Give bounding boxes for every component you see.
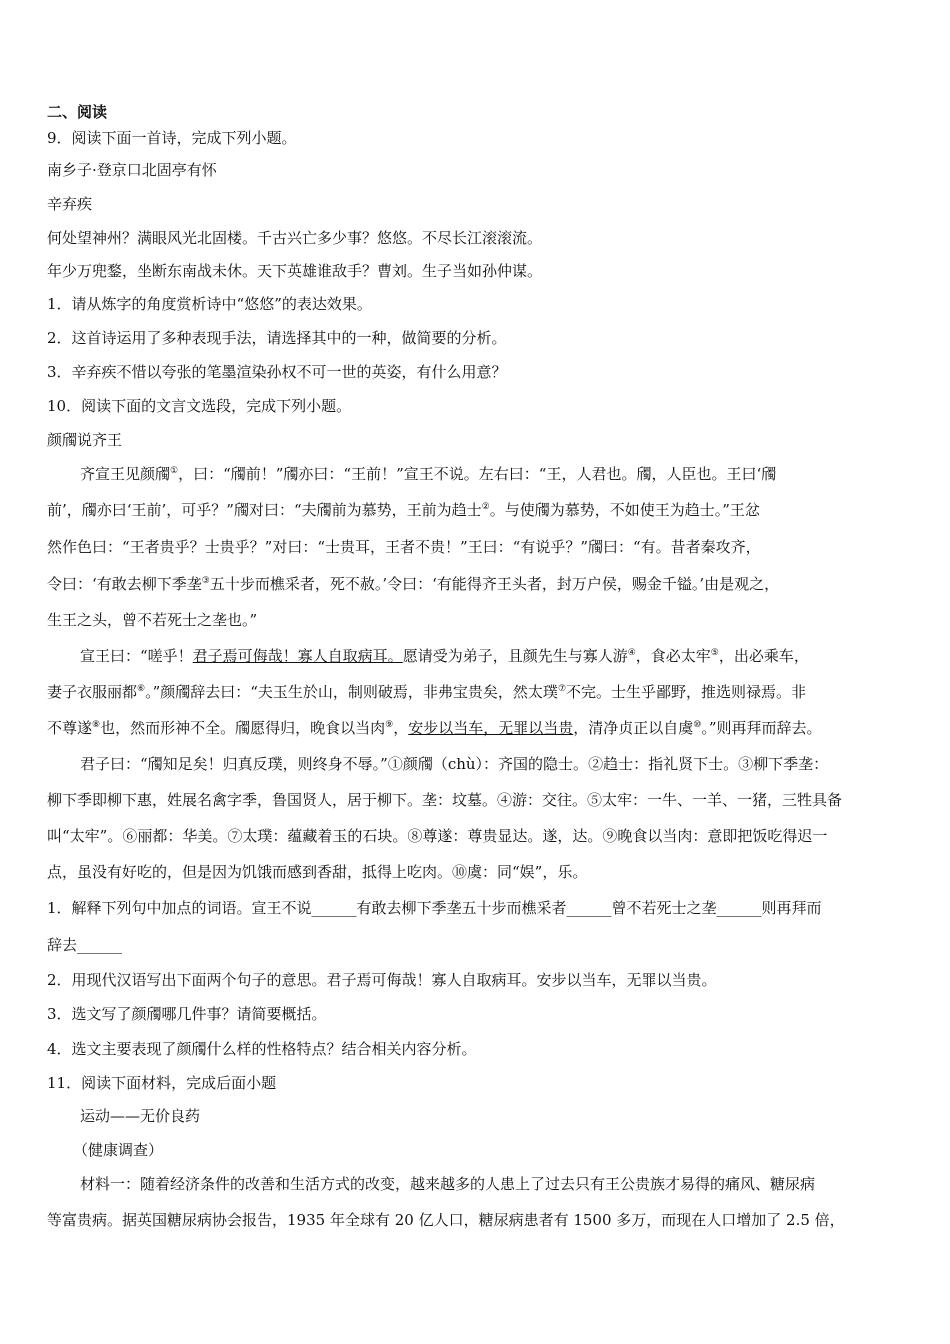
passage-p3-line-3: 叫“太牢”。⑥丽都：华美。⑦太璞：蕴藏着玉的石块。⑧尊遂：尊贵显达。遂，达。⑨晚食以当肉：意即把饭吃得迟一 <box>47 827 828 845</box>
passage-p1-line-4: 令曰：‘有敢去柳下季垄③五十步而樵采者，死不赦。’令曰：‘有能得齐王头者，封万户侯，赐金千镒。’由是观之， <box>47 575 780 593</box>
material-subtitle: （健康调查） <box>73 1141 164 1159</box>
q10-sub-4: 4．选文主要表现了颜斶什么样的性格特点？结合相关内容分析。 <box>47 1040 477 1058</box>
q10-sub-2: 2．用现代汉语写出下面两个句子的意思。君子焉可侮哉！寡人自取病耳。安步以当车，无罪以当贵。 <box>47 971 717 989</box>
footnote-mark: ① <box>170 466 179 476</box>
poem-line-2: 年少万兜鍪，坐断东南战未休。天下英雄谁敌手？曹刘。生子当如孙仲谋。 <box>47 262 543 280</box>
q9-prompt: 9．阅读下面一首诗，完成下列小题。 <box>47 129 297 147</box>
footnote-mark: ⑧ <box>92 720 101 730</box>
passage-p2-line-3: 不尊遂⑧也，然而形神不全。斶愿得归，晚食以当肉⑨，安步以当车，无罪以当贵，清净贞正以自虞⑩。”则再拜而辞去。 <box>47 719 822 737</box>
poem-author: 辛弃疾 <box>47 195 93 213</box>
footnote-mark: ⑩ <box>693 720 702 730</box>
passage-p2-line-2: 妻子衣服丽都⑥。”颜斶辞去曰：“夫玉生於山，制则破焉，非弗宝贵矣，然太璞⑦不完。士生乎鄙野，推选则禄焉。非 <box>47 683 807 701</box>
q9-sub-2: 2．这首诗运用了多种表现手法，请选择其中的一种，做简要的分析。 <box>47 329 507 347</box>
q9-sub-1: 1．请从炼字的角度赏析诗中“悠悠”的表达效果。 <box>47 295 372 313</box>
passage-p1-line-1: 齐宣王见颜斶①，曰：“斶前！”斶亦曰：“王前！”宣王不说。左右曰：“王，人君也。斶，人臣也。王曰‘斶 <box>80 465 777 483</box>
section-title: 二、阅读 <box>47 103 108 121</box>
passage-p3-line-2: 柳下季即柳下惠，姓展名禽字季，鲁国贤人，居于柳下。垄：坟墓。④游：交往。⑤太牢：一牛、一羊、一猪，三牲具备 <box>47 791 843 809</box>
q10-prompt: 10．阅读下面的文言文选段，完成下列小题。 <box>47 397 352 415</box>
material-title: 运动——无价良药 <box>80 1107 201 1125</box>
poem-line-1: 何处望神州？满眼风光北固楼。千古兴亡多少事？悠悠。不尽长江滚滚流。 <box>47 229 543 247</box>
q9-sub-3: 3．辛弃疾不惜以夸张的笔墨渲染孙权不可一世的英姿，有什么用意？ <box>47 363 507 381</box>
passage-p2-line-1: 宣王曰：“嗟乎！君子焉可侮哉！寡人自取病耳。愿请受为弟子，且颜先生与寡人游④，食必太牢⑤，出必乘车， <box>80 647 809 665</box>
footnote-mark: ② <box>481 502 490 512</box>
footnote-mark: ③ <box>201 576 210 586</box>
footnote-mark: ⑤ <box>710 648 719 658</box>
q10-sub-1-line-1: 1．解释下列句中加点的词语。宣王不说______有敢去柳下季垄五十步而樵采者______曾不若死士之垄______则再拜而 <box>47 899 822 917</box>
material-1-line-2: 等富贵病。据英国糖尿病协会报告，1935 年全球有 20 亿人口，糖尿病患者有 1500 多万，而现在人口增加了 2.5 倍， <box>47 1211 845 1229</box>
passage-p1-line-3: 然作色曰：“王者贵乎？士贵乎？”对曰：“士贵耳，王者不贵！”王曰：“有说乎？”斶曰：“有。昔者秦攻齐， <box>47 538 761 556</box>
underlined-sentence: 君子焉可侮哉！寡人自取病耳。 <box>192 647 403 665</box>
footnote-mark: ④ <box>627 648 636 658</box>
footnote-mark: ⑥ <box>137 684 146 694</box>
q11-prompt: 11．阅读下面材料，完成后面小题 <box>47 1074 277 1092</box>
passage-p3-line-1: 君子曰：“斶知足矣！归真反璞，则终身不辱。”①颜斶（chù）：齐国的隐士。②趋士：指礼贤下士。③柳下季垄： <box>80 755 829 773</box>
footnote-mark: ⑦ <box>557 684 567 694</box>
passage-p3-line-4: 点，虽没有好吃的，但是因为饥饿而感到香甜，抵得上吃肉。⑩虞：同“娱”，乐。 <box>47 863 588 881</box>
passage-p1-line-2: 前’，斶亦曰‘王前’，可乎？”斶对曰：“夫斶前为慕势，王前为趋士②。与使斶为慕势，不如使王为趋士。”王忿 <box>47 501 760 519</box>
passage-p1-line-5: 生王之头，曾不若死士之垄也。” <box>47 611 258 629</box>
q10-sub-3: 3．选文写了颜斶哪几件事？请简要概括。 <box>47 1005 327 1023</box>
q10-sub-1-line-2: 辞去______ <box>47 936 123 954</box>
passage-title: 颜斶说齐王 <box>47 431 123 449</box>
material-1-line-1: 材料一：随着经济条件的改善和生活方式的改变，越来越多的人患上了过去只有王公贵族才易得的痛风、糖尿病 <box>80 1175 816 1193</box>
poem-title: 南乡子·登京口北固亭有怀 <box>47 161 217 179</box>
footnote-mark: ⑨ <box>385 720 394 730</box>
underlined-sentence: 安步以当车，无罪以当贵 <box>408 719 574 737</box>
